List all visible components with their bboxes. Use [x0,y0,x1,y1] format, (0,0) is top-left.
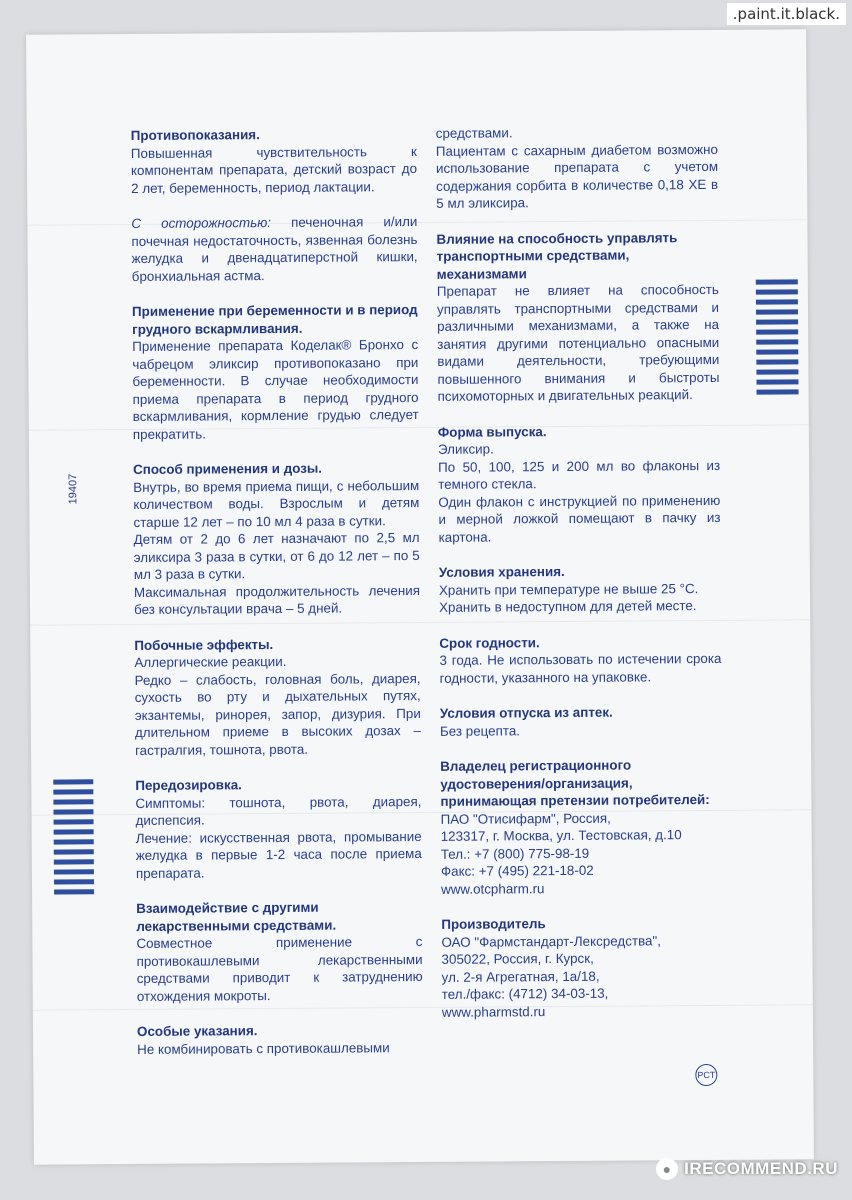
section-paragraph: Пациентам с сахарным диабетом возможно использование препарата с учетом содержания сорбита в количестве 0,18 ХЕ в 5 мл эликсира. [435,141,719,211]
section-heading: Форма выпуска. [437,423,547,440]
section-paragraph: Хранить в недоступном для детей месте. [439,598,697,615]
section-paragraph: Тел.: +7 (800) 775-98-19 [440,845,590,862]
section-heading: Условия хранения. [438,563,565,580]
watermark-bottom [656,1158,838,1180]
section [135,775,422,882]
section [439,632,721,686]
section [440,756,723,898]
right-column [436,123,724,1039]
section-paragraph [131,213,417,285]
section [436,228,719,405]
section-paragraph: Факс: +7 (495) 221-18-02 [440,862,594,879]
section-paragraph: Совместное применение с противокашлевыми лекарственными средствами приводит к затруднению отхождения мокроты. [136,933,423,1004]
section-heading: Производитель [441,916,546,932]
section [440,703,722,740]
section-heading: Противопоказания. [130,127,260,144]
section [133,459,420,618]
section-paragraph: Лечение: искусственная рвота, промывание желудка в первые 1-2 часа после приема препарата. [135,828,422,881]
recommend-icon: ● [656,1158,678,1180]
section-paragraph: Повышенная чувствительность к компонентам препарата, детский возраст до 2 лет, беременность, период лактации. [130,143,418,196]
left-barcode-marks [53,779,94,894]
left-column [131,125,424,1076]
section-paragraph: ул. 2-я Агрегатная, 1а/18, [441,968,600,985]
section-heading: Условия отпуска из аптек. [439,704,613,721]
paragraph-text: печеночная и/или почечная недостаточность, язвенная болезнь желудка и двенадцатиперстной кишки, бронхиальная астма. [131,214,418,284]
section [438,421,721,545]
section-paragraph: 305022, Россия, г. Курск, [441,950,594,967]
section [134,634,421,758]
section-heading: Влияние на способность управлять транспортными средствами, механизмами [436,229,678,282]
section-paragraph: Детям от 2 до 6 лет назначают по 2,5 мл эликсира 3 раза в сутки, от 6 до 12 лет – по 5 мл 3 раза в сутки. [133,530,420,582]
section-paragraph: ОАО "Фармстандарт-Лексредства", [441,932,661,950]
section [131,125,417,197]
section [441,914,724,1021]
section-paragraph: Препарат не влияет на способность управлять транспортными средствами и различными механизмами, а также на занятия другими потенциально опасными видами деятельности, требующими повышенного внимания и быстроты психомоторных и двигательных реакций. [436,281,720,404]
section-paragraph: Внутрь, во время приема пищи, с небольшим количеством воды. Взрослым и детям старше 12 лет – по 10 мл 4 раза в сутки. [133,477,420,530]
section-paragraph: Максимальная продолжительность лечения без консультации врача – 5 дней. [133,582,421,617]
section-paragraph: www.otcpharm.ru [440,880,545,897]
section-heading: Передозировка. [135,777,242,793]
section [137,1021,423,1058]
instruction-leaflet [26,29,814,1164]
italic-lead: С осторожностью: [131,215,272,232]
section [436,123,719,212]
watermark-bottom-text: IRECOMMEND.RU [684,1159,838,1178]
section [439,562,721,616]
section-paragraph: тел./факс: (4712) 34-03-13, [441,985,609,1002]
section-heading: Взаимодействие с другими лекарственными средствами. [136,899,337,934]
section-paragraph: Один флакон с инструкцией по применению и мерной ложкой помещают в пачку из картона. [438,492,721,545]
section-paragraph: Без рецепта. [439,722,521,739]
right-barcode-marks [756,279,799,394]
section-paragraph: ПАО "Отисифарм", Россия, [440,810,611,827]
section-paragraph: Эликсир. [437,441,494,457]
pct-logo-icon: PCT [695,1064,717,1086]
section [132,301,419,443]
section-paragraph: Хранить при температуре не выше 25 °С. [438,580,699,598]
section-heading: Срок годности. [439,634,540,651]
section [136,898,423,1005]
section-paragraph: www.pharmstd.ru [441,1003,546,1020]
section-heading: Способ применения и дозы. [133,460,323,477]
section-paragraph: 3 года. Не использовать по истечении срока годности, указанного на упаковке. [439,650,722,686]
section-paragraph: 123317, г. Москва, ул. Тестовская, д.10 [440,827,682,844]
vertical-code: 19407 [67,473,80,505]
section-heading: Применение при беременности и в период грудного вскармливания. [131,302,418,337]
section-heading: Побочные эффекты. [134,636,274,653]
section [131,213,417,285]
section-paragraph: Применение препарата Коделак® Бронхо с чабрецом эликсир противопоказано при беременности. В случае необходимости приема препарата в период грудного вскармливания, кормление грудью следует прекратить. [132,337,419,442]
section-paragraph: Редко – слабость, головная боль, диарея, сухость во рту и дыхательных путях, экзантемы, ринорея, запор, дизурия. При длительном приеме в высоких дозах – гастралгия, тошнота, рвота. [134,670,421,758]
section-paragraph: Аллергические реакции. [134,653,287,670]
watermark-top: .paint.it.black. [727,3,846,25]
section-paragraph: Не комбинировать с противокашлевыми [137,1039,390,1057]
section-paragraph: средствами. [435,125,513,141]
section-paragraph: По 50, 100, 125 и 200 мл во флаконы из темного стекла. [438,457,721,492]
section-heading: Особые указания. [136,1023,258,1039]
section-paragraph: Симптомы: тошнота, рвота, диарея, диспепсия. [135,793,422,828]
section-heading: Владелец регистрационного удостоверения/организация, принимающая претензии потребителей: [440,757,710,809]
